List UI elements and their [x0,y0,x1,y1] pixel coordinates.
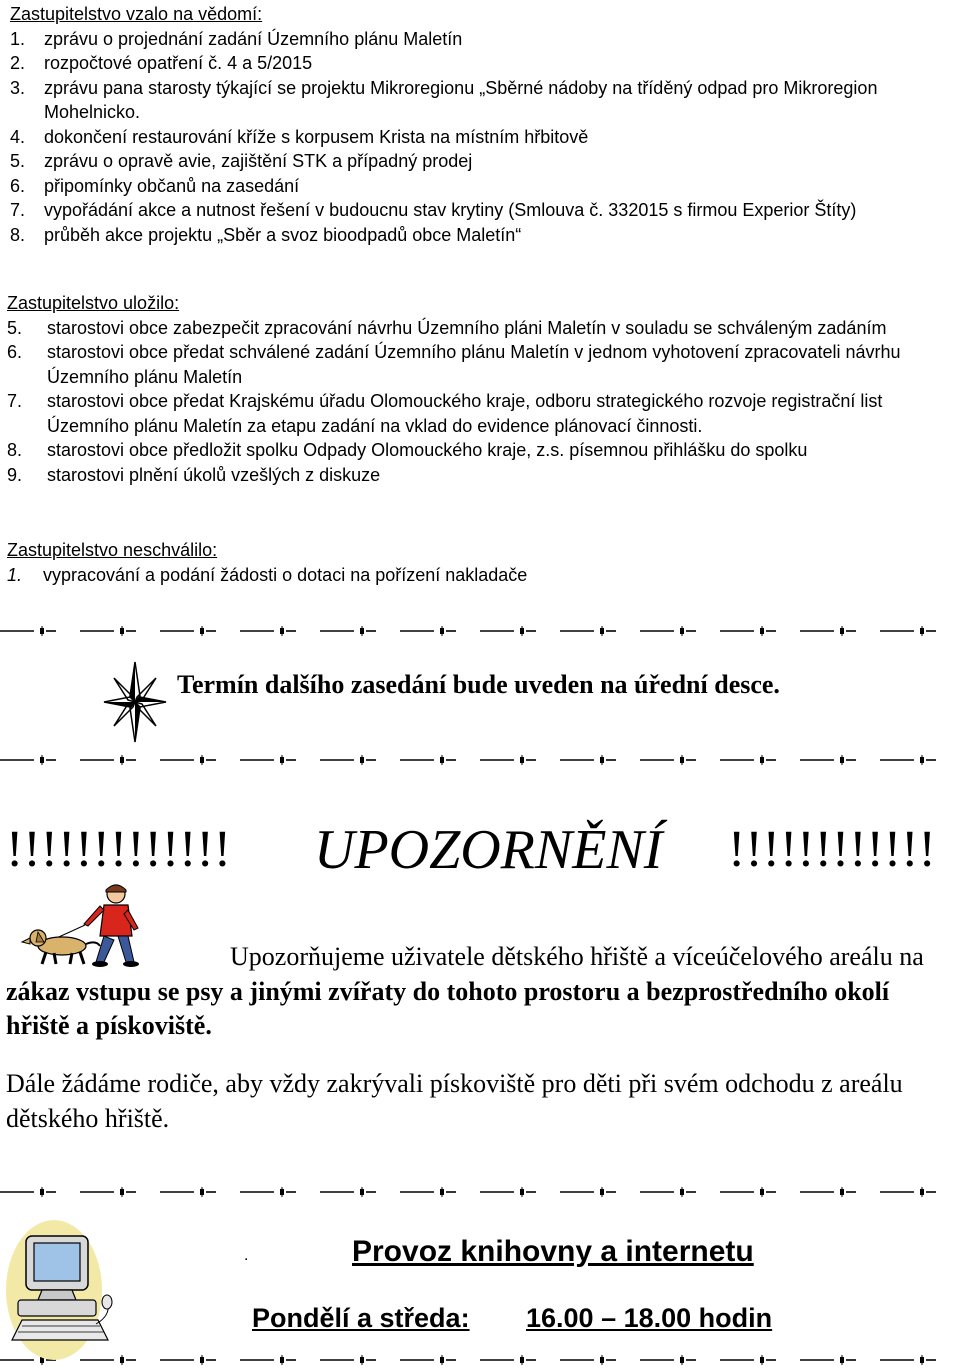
warning-title: UPOZORNĚNÍ [314,819,663,881]
list-item-text: zprávu o projednání zadání Územního plánu Maletín [44,28,463,49]
list-item-text: dokončení restaurování kříže s korpusem Krista na místním hřbitově [44,126,589,147]
warning-intro: Upozorňujeme uživatele dětského hřiště a víceúčelového areálu na [230,942,924,971]
list-item-text: průběh akce projektu „Sběr a svoz bioodpadů obce Maletín“ [44,224,522,245]
list-item-number: 8. [7,440,23,460]
list-item [10,198,955,223]
list-item [7,463,957,488]
list-item-text: starostovi obce předat schválené zadání Územního plánu Maletín v jednom vyhotovení zpracovateli návrhu Územního plánu Maletín [47,342,901,387]
divider-3 [0,1184,960,1200]
warning-marks-right: !!!!!!!!!!!! [728,821,936,878]
list-item-number: 9. [7,464,23,485]
list-item [10,76,955,125]
library-title: Provoz knihovny a internetu [352,1235,754,1268]
list-item-text: starostovi plnění úkolů vzešlých z diskuze [47,464,381,485]
computer-icon [4,1212,116,1362]
noted-list [10,27,955,248]
rejected-list [7,563,957,588]
library-dot: . [244,1247,249,1264]
list-item-number: 4. [10,126,26,147]
divider-4 [0,1352,960,1368]
list-item-text: starostovi obce předat Krajskému úřadu Olomouckého kraje, odboru strategického rozvoje registrační list Územního plánu Maletín za etapu zadání na vklad do evidence plánovací činnosti. [47,391,883,436]
compass-star-icon [102,660,168,744]
list-item [10,27,955,52]
list-item-number: 7. [7,391,23,411]
ordered-list [7,316,957,488]
library-days: Pondělí a středa: [252,1303,470,1333]
list-item-number: 8. [10,224,26,245]
list-item [10,125,955,150]
list-item [10,149,955,174]
list-item-number: 6. [7,342,23,362]
list-item-number: 5. [10,151,26,171]
list-item [7,316,957,341]
list-item [7,563,957,588]
list-item [7,340,957,389]
list-item [10,174,955,199]
list-item-number: 2. [10,53,26,73]
list-item-number: 7. [10,200,26,220]
list-item-text: starostovi obce předložit spolku Odpady Olomouckého kraje, z.s. písemnou přihlášku do spolku [47,440,808,460]
warning-ban: zákaz vstupu se psy a jinými zvířaty do tohoto prostoru a bezprostředního okolí hřiště a pískoviště. [6,976,890,1040]
list-item-number: 3. [10,77,26,98]
list-item [10,223,955,248]
divider-2 [0,752,960,768]
list-item [10,51,955,76]
list-item-number: 1. [10,28,26,49]
rejected-section [7,538,957,587]
noted-heading: Zastupitelstvo vzalo na vědomí: [10,4,263,24]
divider-1 [0,623,960,639]
list-item-text: zprávu pana starosty týkající se projektu Mikroregionu „Sběrné nádoby na tříděný odpad pro Mikroregion Mohelnicko. [44,77,878,122]
rejected-heading: Zastupitelstvo neschválilo: [7,540,218,560]
warning-paragraph-1 [6,940,946,1044]
warning-paragraph-2: Dále žádáme rodiče, aby vždy zakrývali pískoviště pro děti při svém odchodu z areálu dětského hřiště. [6,1069,903,1133]
ordered-section [7,291,957,487]
list-item-number: 5. [7,317,23,338]
list-item-text: vypracování a podání žádosti o dotaci na pořízení nakladače [43,564,528,585]
library-hours: 16.00 – 18.00 hodin [526,1303,773,1333]
list-item-number: 6. [10,175,26,196]
list-item-text: vypořádání akce a nutnost řešení v budoucnu stav krytiny (Smlouva č. 332015 s firmou Experior Štíty) [44,200,857,220]
list-item-text: rozpočtové opatření č. 4 a 5/2015 [44,53,313,73]
noted-section [10,2,955,247]
list-item [7,389,957,438]
list-item-text: starostovi obce zabezpečit zpracování návrhu Územního pláni Maletín v souladu se schváleným zadáním [47,317,887,338]
list-item-text: připomínky občanů na zasedání [44,175,300,196]
ordered-heading: Zastupitelstvo uložilo: [7,293,180,313]
list-item [7,438,957,463]
list-item-number: 1. [7,564,23,585]
list-item-text: zprávu o opravě avie, zajištění STK a případný prodej [44,151,473,171]
warning-marks-left: !!!!!!!!!!!!! [6,821,232,878]
next-meeting-note: Termín dalšího zasedání bude uveden na úřední desce. [177,670,780,699]
